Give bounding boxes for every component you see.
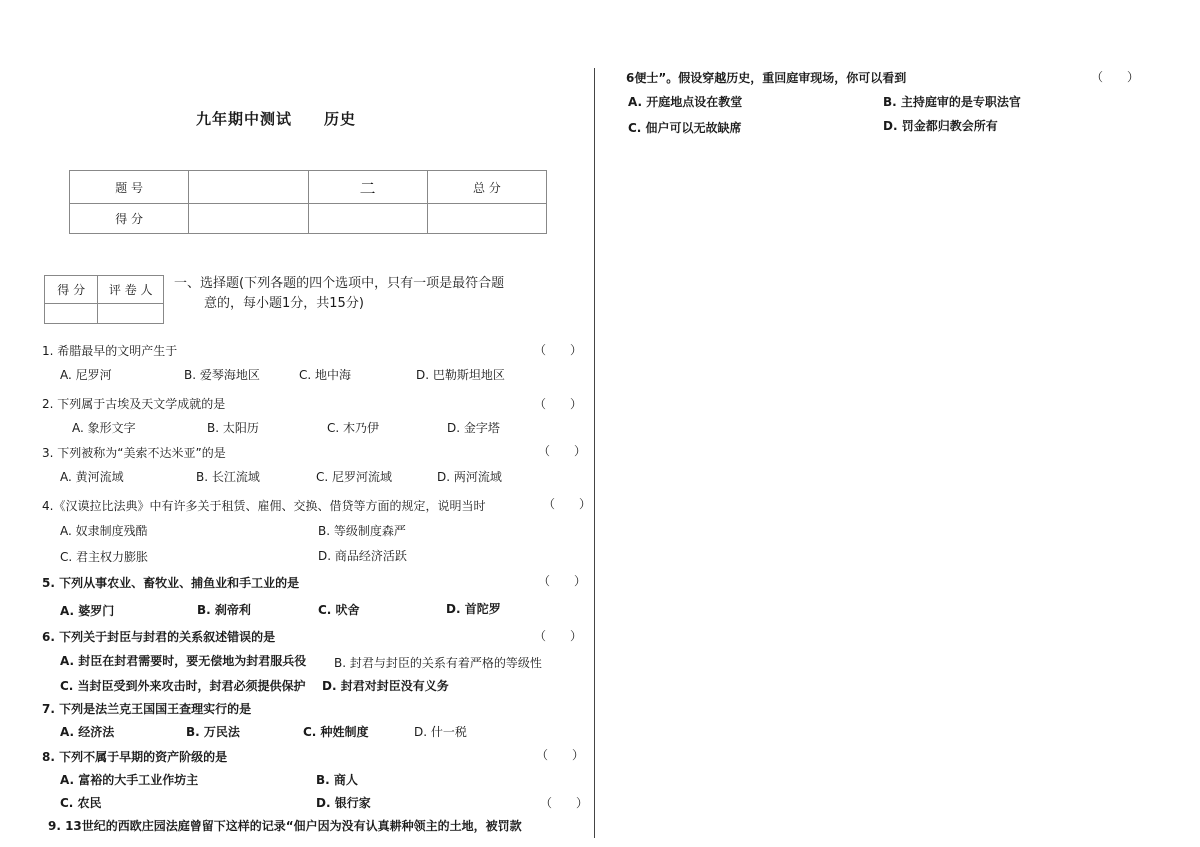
answer-blank: （ ） [534, 343, 583, 357]
option-c: C. 种姓制度 [303, 725, 369, 739]
option-d: D. 什一税 [414, 725, 467, 739]
grader-cell [45, 304, 98, 324]
option-d: D. 商品经济活跃 [318, 549, 407, 563]
option-c: C. 君主权力膨胀 [60, 550, 149, 564]
answer-blank: （ ） [534, 629, 583, 643]
score-cell: 得 分 [70, 204, 189, 234]
answer-blank: （ ） [534, 397, 583, 411]
option-d: D. 巴勒斯坦地区 [416, 368, 505, 382]
option-d: D. 金字塔 [447, 421, 500, 435]
answer-blank: （ ） [538, 444, 587, 458]
option-a: A. 开庭地点设在教堂 [628, 95, 743, 109]
question-stem: 6. 下列关于封臣与封君的关系叙述错误的是 [42, 630, 276, 644]
grader-table [44, 275, 164, 324]
question-stem-cont: 6便士”。假设穿越历史，重回庭审现场，你可以看到 [626, 71, 907, 85]
option-a: A. 黄河流域 [60, 470, 124, 484]
option-b: B. 长江流域 [196, 470, 260, 484]
section-heading: 一、选择题(下列各题的四个选项中，只有一项是最符合题 [174, 276, 505, 291]
answer-blank: （ ） [543, 497, 592, 511]
option-d: D. 两河流域 [437, 470, 502, 484]
option-c: C. 佃户可以无故缺席 [628, 121, 742, 135]
question-stem: 8. 下列不属于早期的资产阶级的是 [42, 750, 228, 764]
score-header-cell: 总 分 [427, 171, 546, 204]
option-b: B. 万民法 [186, 725, 240, 739]
option-c: C. 尼罗河流域 [316, 470, 393, 484]
grader-label: 得 分 [45, 276, 98, 304]
question-stem: 2. 下列属于古埃及天文学成就的是 [42, 397, 226, 411]
option-a: A. 富裕的大手工业作坊主 [60, 773, 199, 787]
option-a: A. 奴隶制度残酷 [60, 524, 148, 538]
answer-blank: （ ） [536, 748, 585, 762]
option-c: C. 农民 [60, 796, 102, 810]
option-b: B. 爱琴海地区 [184, 368, 260, 382]
answer-blank: （ ） [1091, 70, 1140, 84]
option-a: A. 象形文字 [72, 421, 136, 435]
column-divider [594, 68, 595, 838]
question-stem: 5. 下列从事农业、畜牧业、捕鱼业和手工业的是 [42, 576, 300, 590]
option-b: B. 封君与封臣的关系有着严格的等级性 [334, 656, 542, 670]
score-cell [308, 204, 427, 234]
question-stem: 1. 希腊最早的文明产生于 [42, 344, 178, 358]
option-a: A. 经济法 [60, 725, 115, 739]
option-d: D. 银行家 [316, 796, 371, 810]
option-a: A. 婆罗门 [60, 604, 115, 618]
option-a: A. 封臣在封君需要时，要无偿地为封君服兵役 [60, 654, 307, 668]
grader-cell [98, 304, 164, 324]
option-d: D. 首陀罗 [446, 602, 501, 616]
answer-blank: （ ） [538, 574, 587, 588]
option-a: A. 尼罗河 [60, 368, 112, 382]
question-stem: 7. 下列是法兰克王国国王查理实行的是 [42, 702, 252, 716]
option-b: B. 太阳历 [207, 421, 259, 435]
section-heading-cont: 意的，每小题1分，共15分) [204, 296, 364, 311]
option-b: B. 刹帝利 [197, 603, 251, 617]
question-stem: 9. 13世纪的西欧庄园法庭曾留下这样的记录“佃户因为没有认真耕种领主的土地，被罚款 [48, 819, 522, 833]
option-c: C. 木乃伊 [327, 421, 380, 435]
answer-blank: （ ） [540, 796, 589, 810]
option-c: C. 当封臣受到外来攻击时，封君必须提供保护 [60, 679, 306, 693]
score-cell [427, 204, 546, 234]
score-cell [189, 204, 308, 234]
option-c: C. 地中海 [299, 368, 352, 382]
option-b: B. 主持庭审的是专职法官 [883, 95, 1021, 109]
question-stem: 4.《汉谟拉比法典》中有许多关于租赁、雇佣、交换、借贷等方面的规定，说明当时 [42, 499, 486, 513]
score-header-cell: 二 [308, 171, 427, 204]
grader-label: 评 卷 人 [98, 276, 164, 304]
page-title: 九年期中测试 历史 [196, 110, 357, 128]
score-table [69, 170, 547, 234]
score-header-cell [189, 171, 308, 204]
option-b: B. 等级制度森严 [318, 524, 406, 538]
option-d: D. 封君对封臣没有义务 [322, 679, 449, 693]
score-header-cell: 题 号 [70, 171, 189, 204]
option-c: C. 吠舍 [318, 603, 360, 617]
question-stem: 3. 下列被称为“美索不达米亚”的是 [42, 446, 226, 460]
option-d: D. 罚金都归教会所有 [883, 119, 998, 133]
option-b: B. 商人 [316, 773, 358, 787]
